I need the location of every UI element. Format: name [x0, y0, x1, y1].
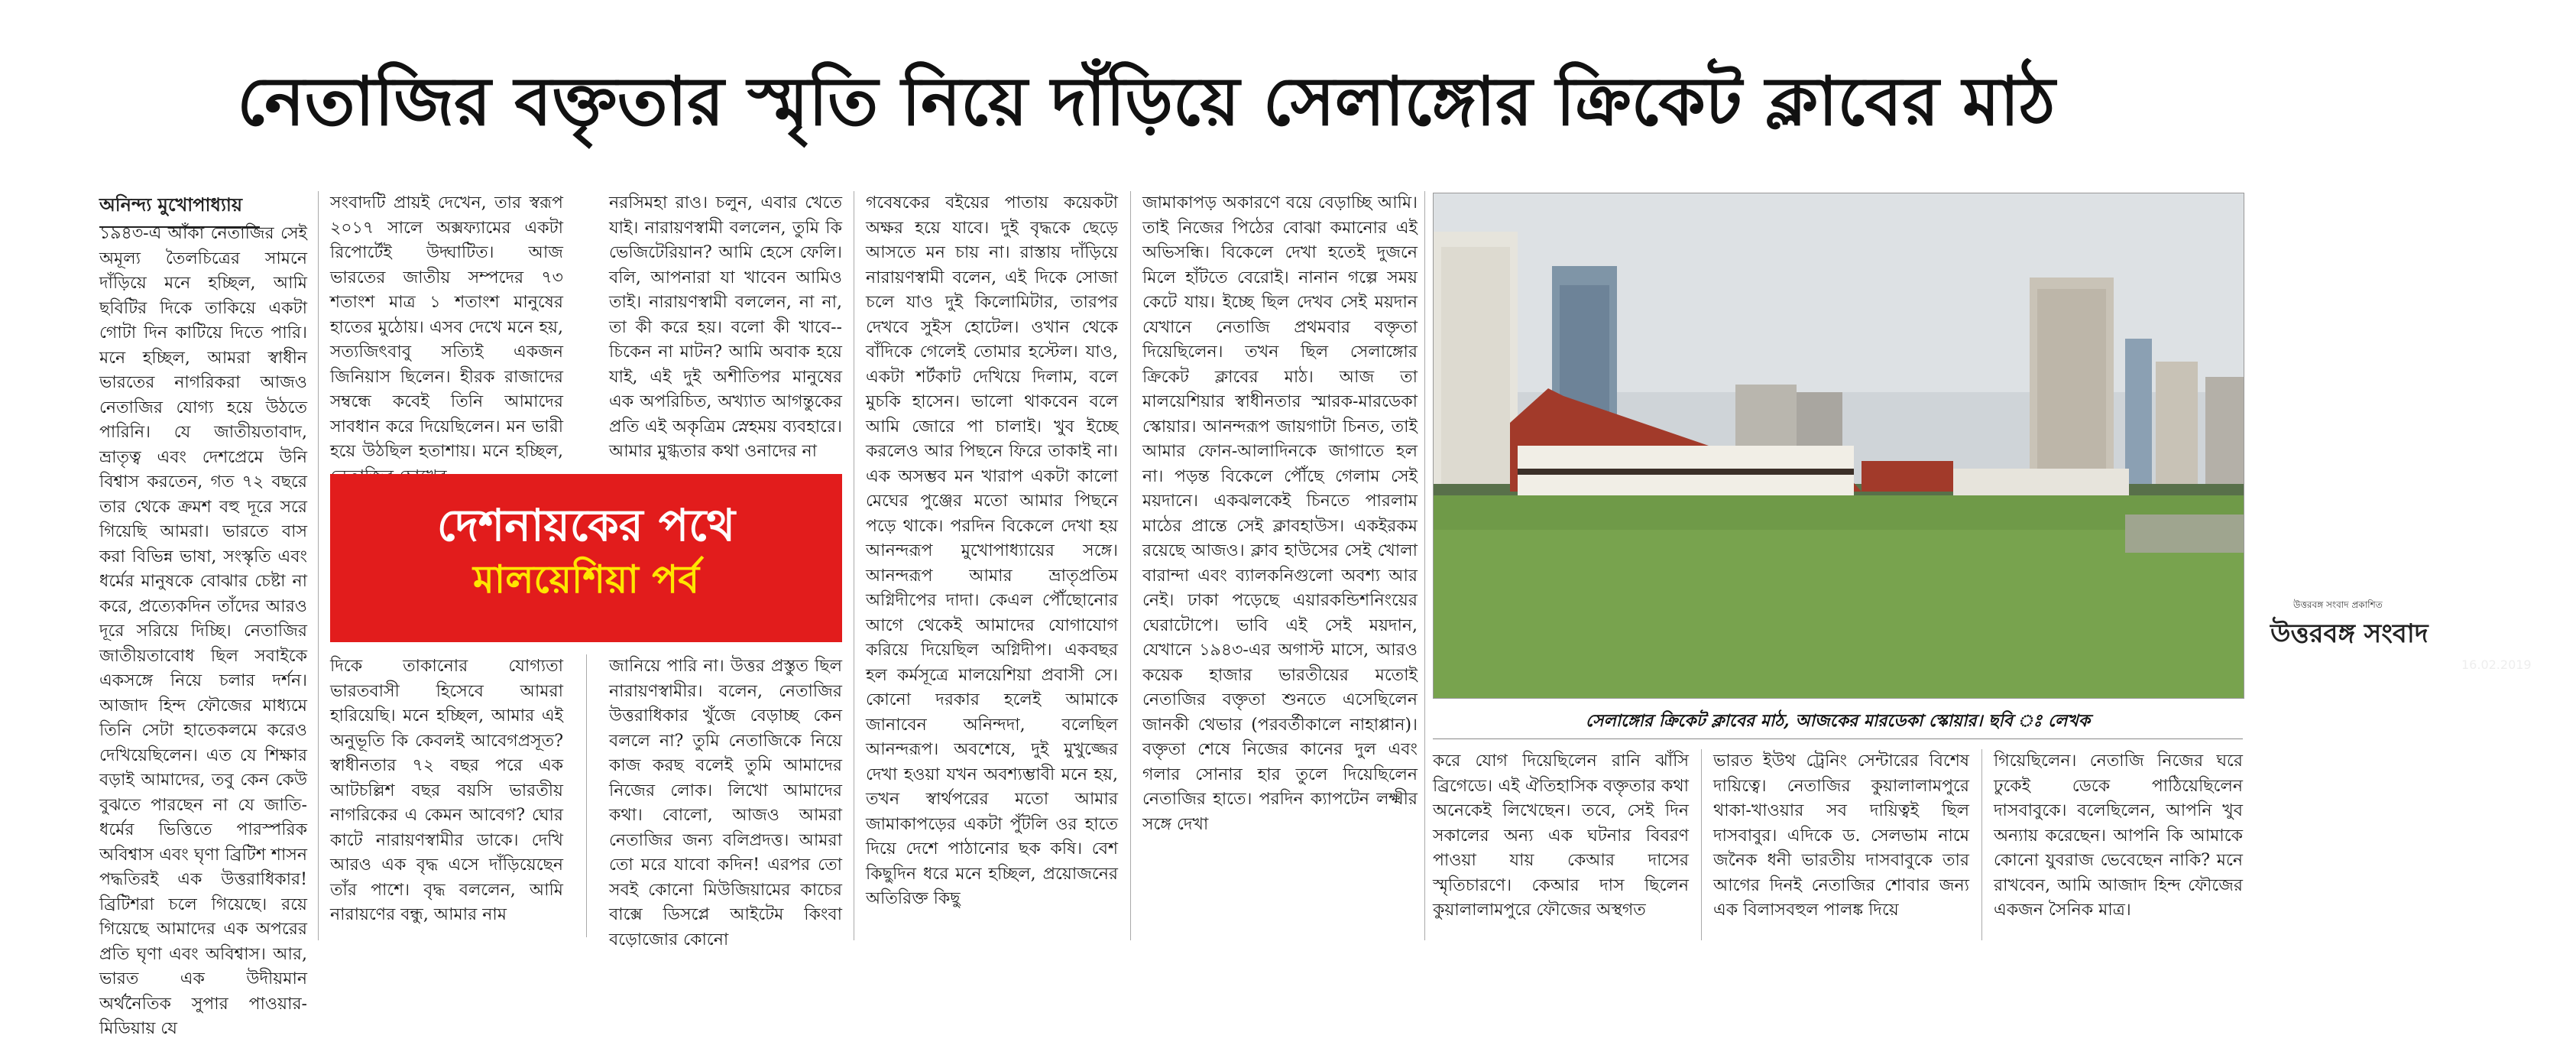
column-divider [1424, 191, 1425, 940]
series-banner-title: দেশনায়কের পথে [436, 499, 736, 551]
article-column-5: জামাকাপড় অকারণে বয়ে বেড়াচ্ছি আমি। তাই নিজের পিঠের বোঝা কমানোর এই অভিসন্ধি। বিকেলে দেখা হতেই দুজনে মিলে হাঁটতে বেরোই। নানান গল্পে সময় কেটে যায়। ইচ্ছে ছিল দেখব সেই ময়দান যেখানে নেতাজি প্রথমবার বক্তৃতা দিয়েছিলেন। তখন ছিল সেলাঙ্গোর ক্রিকেট ক্লাবের মাঠ। আজ তা মালয়েশিয়ার স্বাধীনতার স্মারক-মারডেকা স্কোয়ার। আনন্দরূপ জায়গাটা চিনত, তাই আমার ফোন-আলাদিনকে জাগাতে হল না। পড়ন্ত বিকেলে পৌঁছে গেলাম সেই ময়দানে। একঝলকেই চিনতে পারলাম মাঠের প্রান্তে সেই ক্লাবহাউস। একইরকম রয়েছে আজও। ক্লাব হাউসের সেই খোলা বারান্দা এবং ব্যালকনিগুলো অবশ্য আর নেই। ঢাকা পড়েছে এয়ারকন্ডিশনিংয়ের ঘেরাটোপে। ভাবি এই সেই ময়দান, যেখানে ১৯৪৩-এর অগাস্ট মাসে, আরও কয়েক হাজার ভারতীয়ের মতোই নেতাজির বক্তৃতা শুনতে এসেছিলেন জানকী থেভার (পরবর্তীকালে নাহাপ্পান)। বক্তৃতা শেষে নিজের কানের দুল এবং গলার সোনার হার তুলে দিয়েছিলেন নেতাজির হাতে। পরদিন ক্যাপটেন লক্ষ্মীর সঙ্গে দেখা [1142, 193, 1418, 834]
merdeka-square-photo [1434, 193, 2244, 698]
article-column-8: গিয়েছিলেন। নেতাজি নিজের ঘরে ঢুকেই ডেকে পাঠিয়েছিলেন দাসবাবুকে। বলেছিলেন, আপনি খুব অন্যায় করেছেন। আপনি কি আমাকে কোনো যুবরাজ ভেবেছেন নাকি? মনে রাখবেন, আমি আজাদ হিন্দ ফৌজের একজন সৈনিক মাত্র। [1994, 751, 2243, 920]
article-column-3-bottom: জানিয়ে পারি না। উত্তর প্রস্তুত ছিল নারায়ণস্বামীর। বলেন, নেতাজির উত্তরাধিকার খুঁজে বেড়াচ্ছ কেন বললে না? তুমি নেতাজিকে নিয়ে কাজ করছ বলেই তুমি আমাদের নিজের লোক। লিখো আমাদের কথা। বোলো, আজও আমরা নেতাজির জন্য বলিপ্রদত্ত। আমরা তো মরে যাবো কদিন! এরপর তো সবই কোনো মিউজিয়ামের কাচের বাক্সে ডিসপ্লে আইটেম কিংবা বড়োজোর কোনো [609, 657, 842, 949]
article-column-6: করে যোগ দিয়েছিলেন রানি ঝাঁসি ব্রিগেডে। এই ঐতিহাসিক বক্তৃতার কথা অনেকেই লিখেছেন। তবে, সেই দিন সকালের অন্য এক ঘটনার বিবরণ পাওয়া যায় কেআর দাসের স্মৃতিচারণে। কেআর দাস ছিলেন কুয়ালালামপুরে ফৌজের অস্থগত [1433, 751, 1689, 920]
column-divider [1981, 749, 1982, 940]
article-column-4: গবেষকের বইয়ের পাতায় কয়েকটা অক্ষর হয়ে যাবে। দুই বৃদ্ধকে ছেড়ে আসতে মন চায় না। রাস্তায় দাঁড়িয়ে নারায়ণস্বামী বলেন, এই দিকে সোজা চলে যাও দুই কিলোমিটার, তারপর দেখবে সুইস হোটেল। ওখান থেকে বাঁদিকে গেলেই তোমার হস্টেল। যাও, একটা শর্টকাট দেখিয়ে দিলাম, বলে মুচকি হাসেন। ভালো থাকবেন বলে আমি জোরে পা চালাই। খুব ইচ্ছে করলেও আর পিছনে ফিরে তাকাই না। এক অসম্ভব মন খারাপ একটা কালো মেঘের পুঞ্জের মতো আমার পিছনে পড়ে থাকে। পরদিন বিকেলে দেখা হয় আনন্দরূপ মুখোপাধ্যায়ের সঙ্গে। আনন্দরূপ আমার ভ্রাতৃপ্রতিম অগ্নিদীপের দাদা। কেএল পৌঁছোনোর আগে থেকেই আমাদের যোগাযোগ করিয়ে দিয়েছিল অগ্নিদীপ। একবছর হল কর্মসূত্রে মালয়েশিয়া প্রবাসী সে। কোনো দরকার হলেই আমাকে জানাবেন অনিন্দদা, বলেছিল আনন্দরূপ। অবশেষে, দুই মুখুজ্জের দেখা হওয়া যখন অবশ্যম্ভাবী মনে হয়, তখন স্বার্থপরের মতো আমার জামাকাপড়ের একটা পুঁটলি ওর হাতে দিয়ে দেশে পাঠানোর ছক কষি। বেশ কিছুদিন ধরে মনে হচ্ছিল, প্রয়োজনের অতিরিক্ত কিছু [866, 193, 1118, 908]
photo-watermark-text: উত্তরবঙ্গ সংবাদ [2270, 618, 2429, 649]
photo-date: 16.02.2019 [2461, 657, 2532, 672]
photo-watermark-small: উত্তরবঙ্গ সংবাদ প্রকাশিত [2293, 599, 2383, 610]
series-banner-subtitle: মালয়েশিয়া পর্ব [472, 557, 700, 602]
caption-divider [1433, 738, 2243, 739]
article-column-7: ভারত ইউথ ট্রেনিং সেন্টারের বিশেষ দায়িত্বে। নেতাজির কুয়ালালামপুরে থাকা-খাওয়ার সব দায়িত্বই ছিল দাসবাবুর। এদিকে ড. সেলভাম নামে জনৈক ধনী ভারতীয় দাসবাবুকে তার আগের দিনই নেতাজির শোবার জন্য এক বিলাসবহুল পালঙ্ক দিয়ে [1713, 751, 1969, 920]
column-divider [1701, 749, 1702, 940]
column-divider [1130, 191, 1131, 940]
article-photo [1433, 193, 2532, 699]
byline: অনিন্দ্য মুখোপাধ্যায় [99, 191, 260, 228]
photo-caption: সেলাঙ্গোর ক্রিকেট ক্লাবের মাঠ, আজকের মারডেকা স্কোয়ার। ছবি ঃ লেখক [1585, 711, 2091, 731]
article-column-2-bottom: দিকে তাকানোর যোগ্যতা ভারতবাসী হিসেবে আমরা হারিয়েছি। মনে হচ্ছিল, আমার এই অনুভূতি কি কেবলই আবেগপ্রসূত? স্বাধীনতার ৭২ বছর পরে এক আটচল্লিশ বছর বয়সি ভারতীয় নাগরিকের এ কেমন আবেগ? ঘোর কাটে নারায়ণস্বামীর ডাকে। দেখি আরও এক বৃদ্ধ এসে দাঁড়িয়েছেন তাঁর পাশে। বৃদ্ধ বললেন, আমি নারায়ণের বন্ধু, আমার নাম [330, 657, 563, 924]
article-column-2-top: সংবাদটি প্রায়ই দেখেন, তার স্বরূপ ২০১৭ সালে অক্সফ্যামের একটা রিপোর্টেই উদ্ঘাটিত। আজ ভারতের জাতীয় সম্পদের ৭৩ শতাংশ মাত্র ১ শতাংশ মানুষের হাতের মুঠোয়। এসব দেখে মনে হয়, সত্যজিৎবাবু সত্যিই একজন জিনিয়াস ছিলেন। হীরক রাজাদের সম্বন্ধে কবেই তিনি আমাদের সাবধান করে দিয়েছিলেন। মন ভারী হয়ে উঠছিল হতাশায়। মনে হচ্ছিল, [330, 193, 563, 461]
column-divider [586, 654, 587, 937]
photo-watermark [2270, 599, 2576, 672]
series-banner [330, 474, 842, 642]
column-divider [318, 191, 319, 940]
article-column-3-top: নরসিমহা রাও। চলুন, এবার খেতে যাই। নারায়ণস্বামী বললেন, তুমি কি ভেজিটেরিয়ান? আমি হেসে ফেলি। বলি, আপনারা যা খাবেন আমিও তাই। নারায়ণস্বামী বললেন, না না, তা কী করে হয়। বলো কী খাবে-- চিকেন না মাটন? আমি অবাক হয়ে যাই, এই দুই অশীতিপর মানুষের এক অপরিচিত, অখ্যাত আগন্তুকের প্রতি এই অকৃত্রিম স্নেহময় ব্যবহারে। আমার মুগ্ধতার কথা ওনাদের না [609, 193, 842, 461]
headline: নেতাজির বক্তৃতার স্মৃতি নিয়ে দাঁড়িয়ে সেলাঙ্গোর ক্রিকেট ক্লাবের মাঠ [237, 62, 2056, 141]
article-column-1: ১৯৪৩-এ আঁকা নেতাজির সেই অমূল্য তৈলচিত্রের সামনে দাঁড়িয়ে মনে হচ্ছিল, আমি ছবিটির দিকে তাকিয়ে একটা গোটা দিন কাটিয়ে দিতে পারি। মনে হচ্ছিল, আমরা স্বাধীন ভারতের নাগরিকরা আজও নেতাজির যোগ্য হয়ে উঠতে পারিনি। যে জাতীয়তাবাদ, ভ্রাতৃত্ব এবং দেশপ্রেমে উনি বিশ্বাস করতেন, গত ৭২ বছরে তার থেকে ক্রমশ বহু দূরে সরে গিয়েছি আমরা। ভারতে বাস করা বিভিন্ন ভাষা, সংস্কৃতি এবং ধর্মের মানুষকে বোঝার চেষ্টা না করে, প্রত্যেকদিন তাঁদের আরও দূরে সরিয়ে দিচ্ছি। নেতাজির জাতীয়তাবোধ ছিল সবাইকে একসঙ্গে নিয়ে চলার দর্শন। আজাদ হিন্দ ফৌজের মাধ্যমে তিনি সেটা হাতেকলমে করেও দেখিয়েছিলেন। এত যে শিক্ষার বড়াই আমাদের, তবু কেন কেউ বুঝতে পারছেন না যে জাতি-ধর্মের ভিত্তিতে পারস্পরিক অবিশ্বাস এবং ঘৃণা ব্রিটিশ শাসন পদ্ধতিরই এক উত্তরাধিকার! ব্রিটিশরা চলে গিয়েছে। রয়ে গিয়েছে আমাদের এক অপরের প্রতি ঘৃণা এবং অবিশ্বাস। আর, ভারত এক উদীয়মান অর্থনৈতিক সুপার পাওয়ার-মিডিয়ায় যে [99, 224, 307, 1038]
